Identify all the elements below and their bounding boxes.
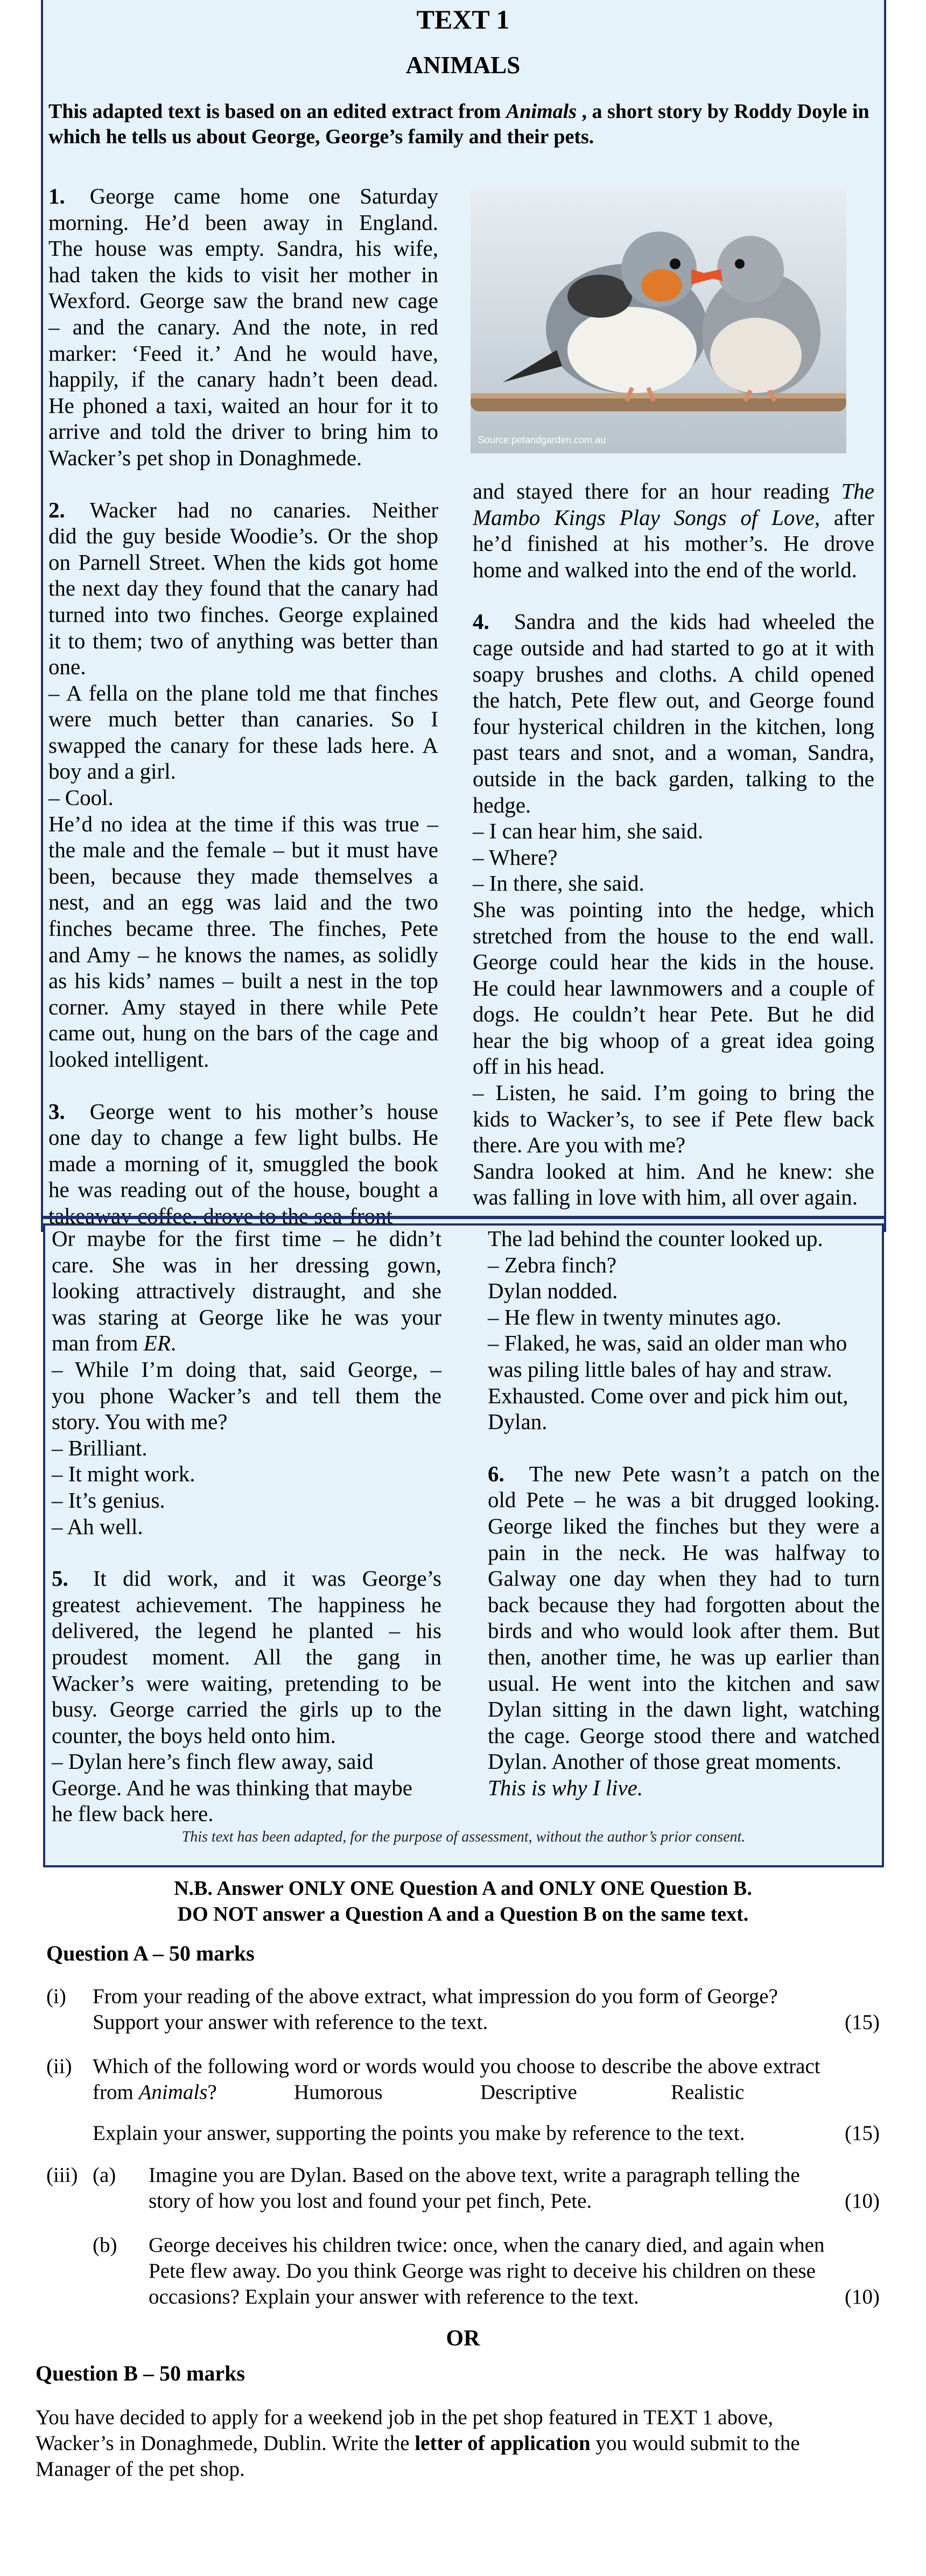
story-line: delivered, the legend he planted – his (52, 1618, 441, 1643)
story-line: hedge. (473, 792, 531, 817)
story-line: one day to change a few light bulbs. He (48, 1125, 438, 1150)
story-line: was staring at George like he was your (52, 1304, 441, 1329)
story-line: – Zebra finch? (488, 1252, 617, 1277)
story-line: pain in the neck. He was halfway to (488, 1539, 880, 1565)
story-line: He phoned a taxi, waited an hour for it to (48, 393, 438, 418)
story-line: corner. Amy stayed in there while Pete (48, 994, 438, 1019)
story-line: swapped the canary for these lads here. A (48, 732, 438, 758)
story-line: – and the canary. And the note, in red (48, 314, 438, 339)
book-title-line: Mambo Kings Play Songs of Love, after (473, 505, 875, 530)
story-line: there. Are you with me? (473, 1132, 686, 1158)
story-line: kids to Wacker’s, to see if Pete flew back (473, 1106, 874, 1131)
page-title: TEXT 1 (416, 4, 510, 34)
story-line: Sandra looked at him. And he knew: she (473, 1158, 874, 1184)
instructions-line-1: N.B. Answer ONLY ONE Question A and ONLY ONE Question B. (174, 1877, 752, 1900)
story-line: he flew back here. (52, 1801, 214, 1826)
question-a-ii-from-line: from Animals? (93, 2081, 217, 2104)
story-line: cage outside and had started to go at it with (473, 635, 874, 660)
story-line: the hatch, Pete flew out, and George found (473, 688, 874, 713)
story-line: he was reading out of the house, bought a (48, 1177, 438, 1202)
question-b-heading: Question B – 50 marks (36, 2361, 245, 2385)
story-line: – Where? (473, 844, 558, 870)
story-line: made a morning of it, smuggled the book (48, 1151, 438, 1176)
story-line: came out, hung on the bars of the cage and (48, 1020, 438, 1046)
story-line: was piling little bales of hay and straw. (488, 1356, 832, 1382)
section-2-first-line: 2. Wacker had no canaries. Neither (48, 497, 438, 522)
story-line: She was pointing into the hedge, which (473, 897, 874, 922)
story-line: – Listen, he said. I’m going to bring the (473, 1080, 874, 1105)
story-line: The lad behind the counter looked up. (488, 1226, 823, 1251)
story-line: outside in the back garden, talking to the (473, 766, 874, 791)
story-line: – It’s genius. (52, 1487, 165, 1513)
story-line: – He flew in twenty minutes ago. (488, 1304, 782, 1329)
story-line: – While I’m doing that, said George, – (52, 1356, 441, 1382)
story-line: – I can hear him, she said. (473, 818, 704, 844)
section-6-first-line: 6. The new Pete wasn’t a patch on the (488, 1461, 880, 1486)
story-line: proudest moment. All the gang in (52, 1644, 441, 1669)
section-5-first-line: 5. It did work, and it was George’s (52, 1566, 441, 1591)
story-line: He’d no idea at the time if this was true – (48, 811, 438, 836)
story-line: greatest achievement. The happiness he (52, 1592, 441, 1617)
story-line: did the guy beside Woodie’s. Or the shop (48, 523, 438, 549)
option-realistic: Realistic (671, 2081, 745, 2104)
story-line: happily, if the canary hadn’t been dead. (48, 367, 438, 392)
story-line: and Amy – he knows the names, as solidly (48, 942, 438, 967)
story-right-column-2 (488, 1226, 880, 1801)
intro-paragraph: This adapted text is based on an edited extract from Animals , a short story by Roddy Doyle in which he tells us about George, George’s family and their pets. (48, 100, 869, 148)
story-line: he’d finished at his mother’s. He drove (473, 531, 874, 556)
story-line: four hysterical children in the kitchen, long (473, 713, 874, 739)
story-line: – Dylan here’s finch flew away, said (52, 1749, 374, 1774)
story-line: marker: ‘Feed it.’ And he would have, (48, 340, 438, 366)
story-left-column-1 (48, 183, 438, 1229)
story-line: were much better than canaries. So I (48, 706, 438, 732)
story-line: Wexford. George saw the brand new cage (48, 288, 438, 313)
story-line: story. You with me? (52, 1409, 228, 1434)
story-line: Dylan nodded. (488, 1278, 618, 1304)
story-line: back because they had forgotten about the (488, 1592, 880, 1617)
story-line: usual. He went into the kitchen and saw (488, 1670, 880, 1696)
story-right-column-1 (473, 478, 874, 1210)
story-line: The house was empty. Sandra, his wife, (48, 236, 438, 261)
zebra-finches-illustration (471, 188, 846, 453)
photo-source-caption: Source:petandgarden.com.au (478, 435, 606, 445)
question-a-iii: (iii) (a) Imagine you are Dylan. Based on the above text, write a paragraph telling the story of how you lost and found your pet finch, Pete. (10) (b) George deceives his children twice: once, when the canary died, and again when Pete flew away. Do you think George was right to deceive his children on these occasions? Explain your answer with reference to the text. (10) (46, 2164, 880, 2308)
or-separator: OR (446, 2326, 480, 2351)
question-a-ii: (ii) Which of the following word or words would you choose to describe the above extract from Animals? Humorous Descriptive Realistic Explain your answer, supporting the points you make by reference to the text. (15) (46, 2055, 880, 2145)
story-line: the cage. George stood there and watched (488, 1723, 880, 1748)
option-humorous: Humorous (294, 2081, 383, 2104)
story-line: home and walked into the end of the world. (473, 557, 857, 582)
option-descriptive: Descriptive (480, 2081, 577, 2104)
story-line: Galway one day when they had to turn (488, 1566, 880, 1591)
section-3-first-line: 3. George went to his mother’s house (48, 1098, 438, 1124)
story-line: you phone Wacker’s and tell them the (52, 1383, 441, 1408)
story-line: birds and who would look after them. But (488, 1618, 880, 1643)
question-b-text: You have decided to apply for a weekend job in the pet shop featured in TEXT 1 above, Wacker’s in Donaghmede, Dublin. Write the letter of application you would submit to the Manager of the pet shop. (36, 2406, 800, 2481)
story-line: old Pete – he was a bit drugged looking. (488, 1487, 880, 1513)
story-line: dogs. He couldn’t hear Pete. But he did (473, 1002, 874, 1027)
story-line: Dylan. (488, 1409, 548, 1434)
story-line: – It might work. (52, 1461, 195, 1487)
disclaimer: This text has been adapted, for the purpose of assessment, without the author’s prior consent. (181, 1829, 746, 1845)
section-3-continued-line: and stayed there for an hour reading The (473, 479, 874, 503)
story-line: – Cool. (48, 785, 114, 810)
story-line: busy. George carried the girls up to the (52, 1697, 441, 1722)
story-line: Or maybe for the first time – he didn’t (52, 1226, 441, 1251)
story-line: Exhausted. Come over and pick him out, (488, 1383, 848, 1408)
story-line: He could hear lawnmowers and a couple of (473, 975, 874, 1000)
section-1-first-line: 1. George came home one Saturday (48, 184, 438, 208)
story-line: counter, the boys held onto him. (52, 1723, 336, 1748)
story-title-italic: Animals (506, 100, 577, 123)
story-line: – In there, she said. (473, 871, 644, 896)
closing-line: This is why I live. (488, 1775, 643, 1800)
story-line: looked intelligent. (48, 1047, 209, 1072)
story-line: George. And he was thinking that maybe (52, 1775, 412, 1800)
section-4-first-line: 4. Sandra and the kids had wheeled the (473, 609, 874, 634)
story-line: looking attractively distraught, and she (52, 1278, 441, 1304)
story-line: – Flaked, he was, said an older man who (488, 1331, 847, 1356)
story-line: the next day they found that the canary had (48, 576, 438, 601)
story-line: nest, and an egg was laid and the two (48, 890, 438, 915)
story-line: hear the big whoop of a great idea going (473, 1027, 874, 1053)
question-a-heading: Question A – 50 marks (46, 1941, 255, 1965)
story-line: Dylan. Another of those great moments. (488, 1749, 842, 1774)
story-line: boy and a girl. (48, 759, 176, 784)
story-line: turned into two finches. George explained (48, 601, 438, 627)
story-line: on Parnell Street. When the kids got home (48, 549, 438, 575)
story-line: Wacker’s were waiting, pretending to be (52, 1670, 441, 1696)
story-line: had taken the kids to visit her mother in (48, 262, 438, 287)
story-line: past tears and snot, and a woman, Sandra, (473, 740, 874, 765)
finches-photo (471, 188, 846, 453)
story-line: – A fella on the plane told me that finches (48, 680, 438, 705)
story-line: – Ah well. (52, 1514, 143, 1539)
story-line: Wacker’s pet shop in Donaghmede. (48, 445, 362, 470)
story-line: then, another time, he was up earlier than (488, 1644, 880, 1669)
story-line: morning. He’d been away in England. (48, 209, 438, 235)
story-line: was falling in love with him, all over again. (473, 1185, 858, 1210)
story-line: care. She was in her dressing gown, (52, 1252, 441, 1277)
story-line: – Brilliant. (52, 1435, 148, 1460)
story-line: been, because they made themselves a (48, 863, 438, 888)
story-line: finches became three. The finches, Pete (48, 916, 438, 941)
story-line: as his kids’ names – built a nest in the top (48, 968, 438, 993)
story-line: soapy brushes and cloths. A child opened (473, 661, 874, 687)
panel-divider (41, 1216, 886, 1219)
story-line: off in his head. (473, 1054, 605, 1079)
story-line: the male and the female – but it must have (48, 837, 438, 863)
er-reference-line: man from ER. (52, 1331, 177, 1356)
story-line: Dylan sitting in the dawn light, watching (488, 1697, 880, 1722)
story-line: stretched from the house to the end wall. (473, 923, 874, 948)
story-line: one. (48, 654, 86, 680)
question-a-i: (i) From your reading of the above extract, what impression do you form of George? Support your answer with reference to the text. (15) (46, 1985, 880, 2034)
story-line: arrive and told the driver to bring him to (48, 419, 438, 444)
story-line: George liked the finches but they were a (488, 1513, 880, 1538)
story-line: George could hear the kids in the house. (473, 949, 874, 975)
instructions-line-2: DO NOT answer a Question A and a Question B on the same text. (177, 1903, 749, 1926)
story-left-column-2 (52, 1226, 441, 1827)
page-subtitle: ANIMALS (405, 52, 521, 79)
story-line: it to them; two of anything was better than (48, 628, 438, 653)
